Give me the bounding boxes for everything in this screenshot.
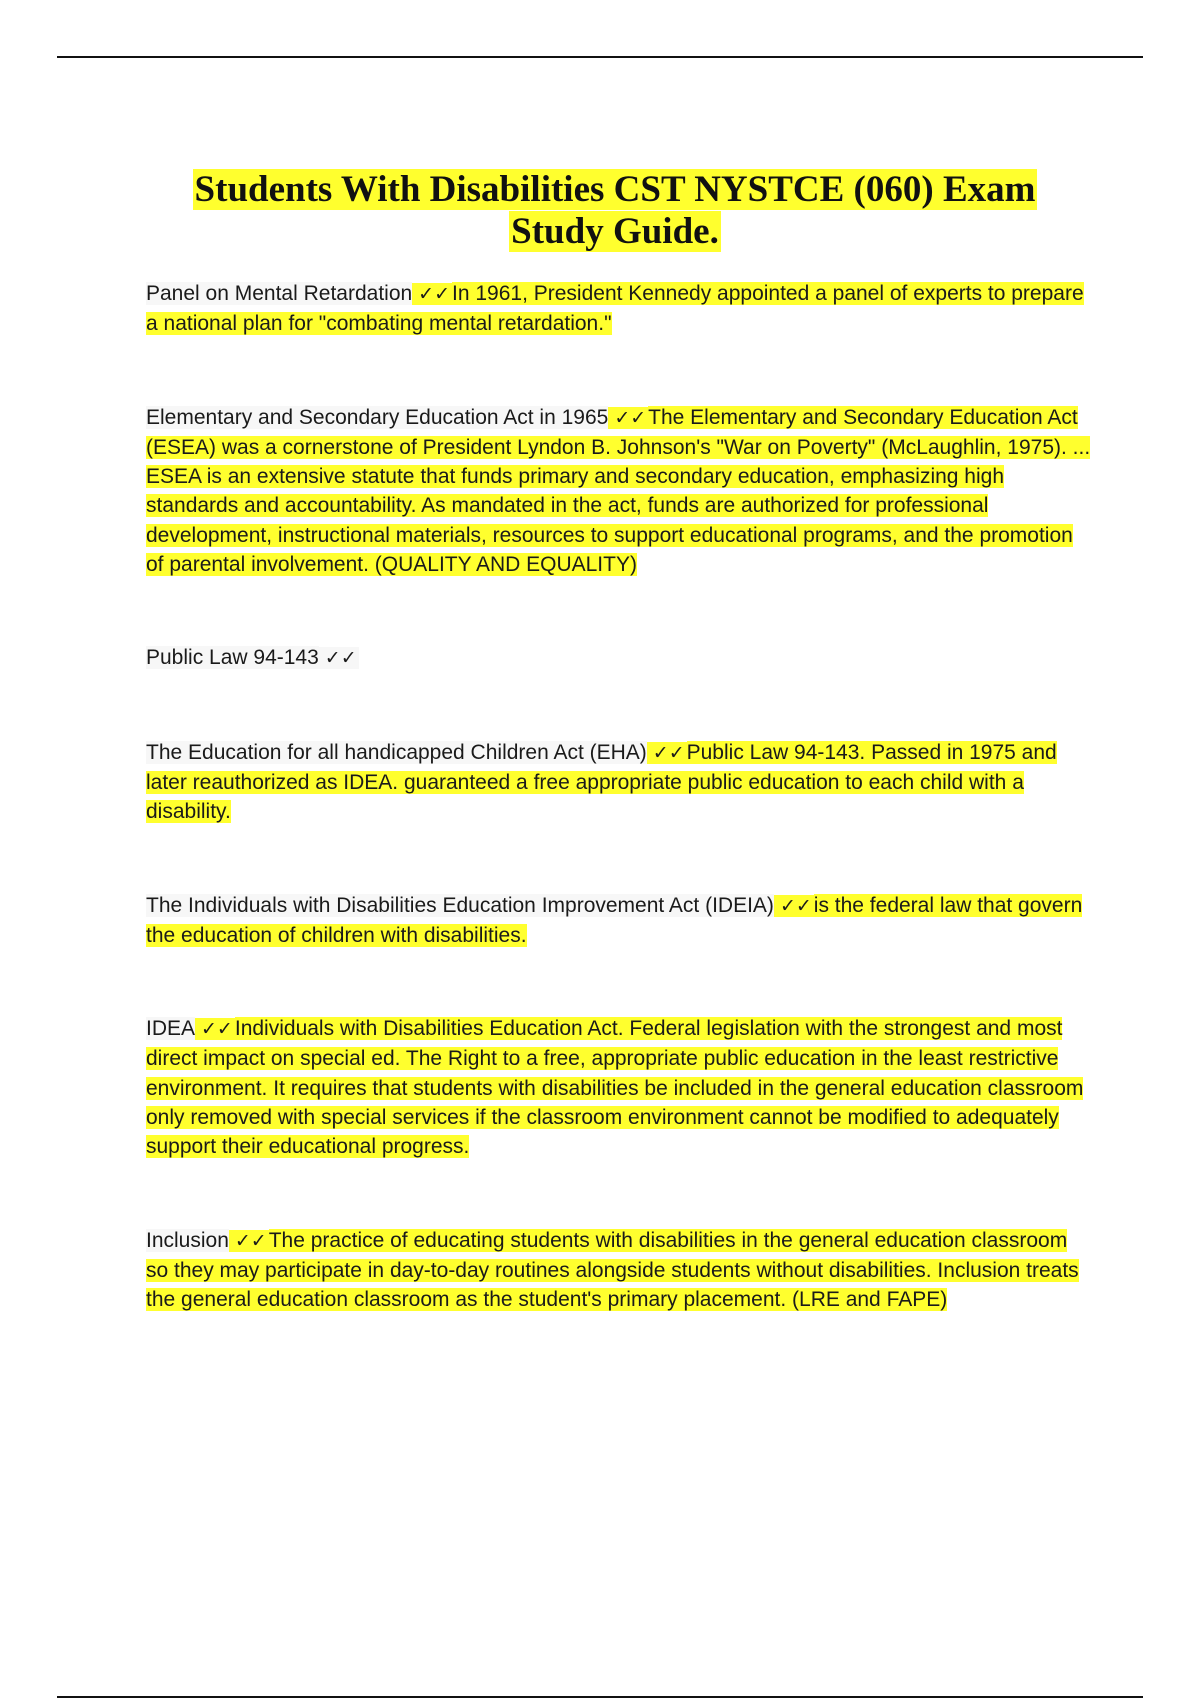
entry-idea [146, 1014, 1091, 1161]
double-check-icon: ✓✓ [608, 407, 648, 429]
double-check-icon: ✓✓ [774, 895, 814, 917]
entry-term: Public Law 94-143 [146, 646, 319, 670]
entry-definition: is the federal law that govern the education of children with disabilities. [146, 893, 1083, 947]
entry-inclusion [146, 1226, 1091, 1315]
double-check-icon: ✓✓ [229, 1230, 269, 1252]
entry-definition: The Elementary and Secondary Education Act (ESEA) was a cornerstone of President Lyndon B. Johnson's "War on Poverty" (McLaughlin, 1975). ... ESEA is an extensive statute that funds primary and secondary education, emphasizing high standards and accountability. As mandated in the act, funds are authorized for professional development, instructional materials, resources to support educational programs, and the promotion of parental involvement. (QUALITY AND EQUALITY) [146, 405, 1091, 577]
double-check-icon: ✓✓ [412, 283, 452, 305]
entry-definition: The practice of educating students with disabilities in the general education classroom so they may participate in day-to-day routines alongside students without disabilities. Inclusion treats the general education classroom as the student's primary placement. (LRE and FAPE) [146, 1228, 1079, 1312]
page-title-text: Students With Disabilities CST NYSTCE (060) Exam Study Guide. [194, 168, 1036, 252]
entry-definition: In 1961, President Kennedy appointed a panel of experts to prepare a national plan for "combating mental retardation." [146, 282, 1084, 336]
entry-term: Panel on Mental Retardation [146, 282, 413, 305]
entry-ideia [146, 891, 1091, 951]
double-check-icon: ✓✓ [195, 1018, 235, 1040]
entry-definition: Individuals with Disabilities Education Act. Federal legislation with the strongest and most direct impact on special ed. The Right to a free, appropriate public education in the least restrictive environment. It requires that students with disabilities be included in the general education classroom only removed with special services if the classroom environment cannot be modified to adequately support their educational progress. [146, 1017, 1084, 1159]
study-guide-entries [146, 279, 1091, 1315]
entry-term: The Individuals with Disabilities Education Improvement Act (IDEIA) [146, 893, 774, 917]
entry-term: Inclusion [146, 1228, 229, 1252]
entry-esea-1965 [146, 403, 1091, 580]
page-title [160, 169, 1070, 253]
entry-term: The Education for all handicapped Children Act (EHA) [146, 740, 647, 764]
double-check-icon: ✓✓ [319, 647, 359, 669]
entry-eha [146, 738, 1091, 827]
bottom-rule [57, 1696, 1143, 1698]
double-check-icon: ✓✓ [647, 742, 687, 764]
entry-term: Elementary and Secondary Education Act in 1965 [146, 405, 609, 429]
top-rule [57, 56, 1143, 58]
entry-public-law-94-143 [146, 643, 1091, 673]
entry-panel-on-mental-retardation [146, 279, 1091, 339]
entry-definition: Public Law 94-143. Passed in 1975 and later reauthorized as IDEA. guaranteed a free appropriate public education to each child with a disability. [146, 740, 1057, 824]
entry-term: IDEA [146, 1017, 196, 1041]
